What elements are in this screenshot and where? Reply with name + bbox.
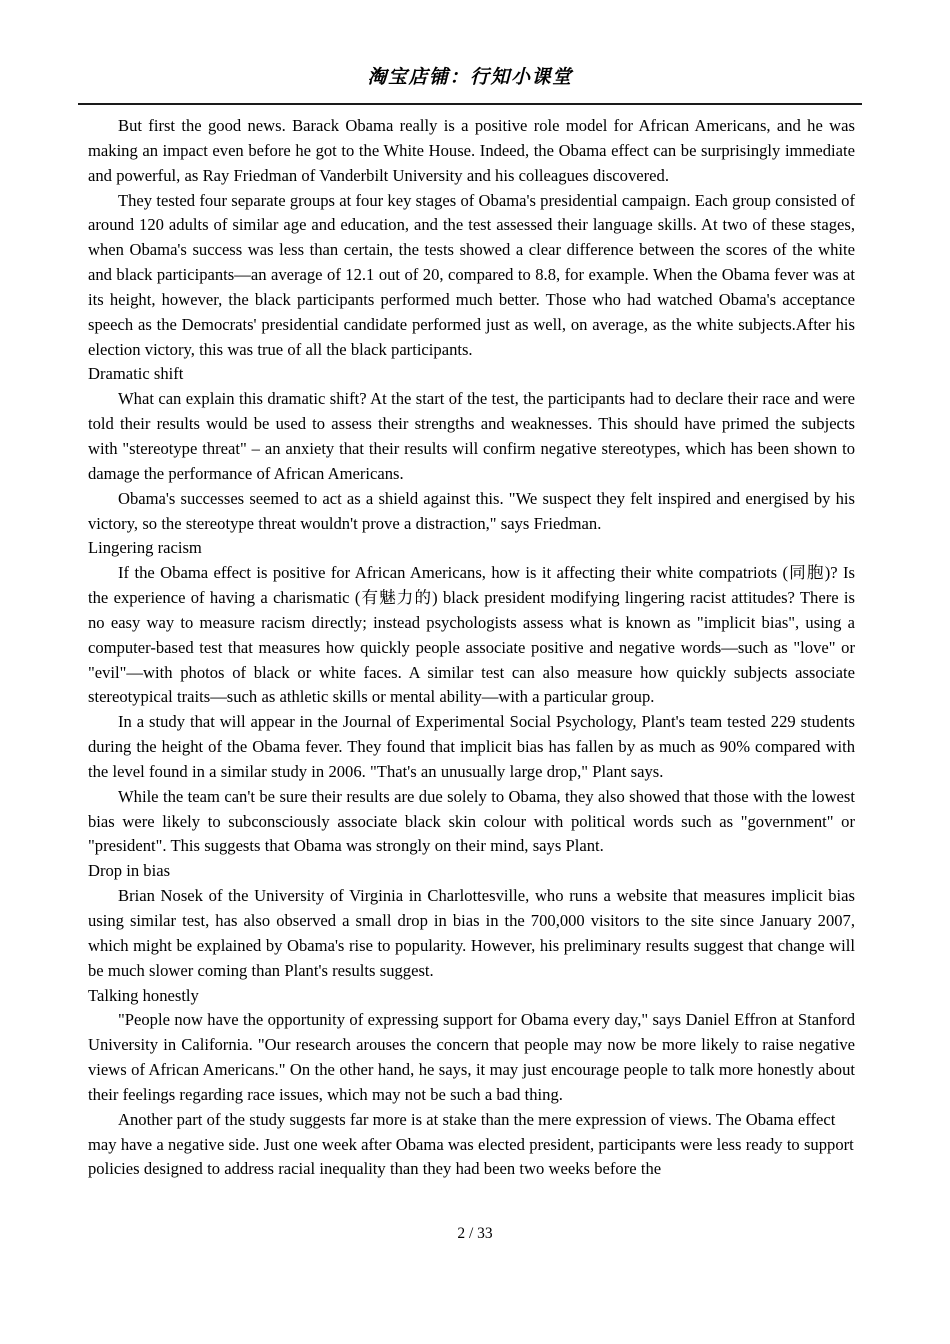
- header-divider-rule: [78, 103, 862, 105]
- body-paragraph: "People now have the opportunity of expressing support for Obama every day," says Daniel Effron at Stanford University in California. "Our research arouses the concern that people may now be more likely to raise negative views of African Americans." On the other hand, he says, it may just encourage people to talk more honestly about their feelings regarding race issues, which may not be such a bad thing.: [88, 1010, 855, 1104]
- body-paragraph: While the team can't be sure their results are due solely to Obama, they also showed that those with the lowest bias were likely to subconsciously associate black skin colour with political words such as "government" or "president". This suggests that Obama was strongly on their mind, says Plant.: [88, 786, 855, 856]
- body-paragraph: Obama's successes seemed to act as a shield against this. "We suspect they felt inspired and energised by his victory, so the stereotype threat wouldn't prove a distraction," says Friedman.: [88, 488, 855, 533]
- body-paragraph: Brian Nosek of the University of Virginia in Charlottesville, who runs a website that measures implicit bias using similar test, has also observed a small drop in bias in the 700,000 visitors to the site since January 2007, which might be explained by Obama's rise to popularity. However, his preliminary results suggest that change will be much slower coming than Plant's results suggest.: [88, 886, 855, 980]
- body-paragraph: What can explain this dramatic shift? At the start of the test, the participants had to declare their race and were told their results would be used to assess their strengths and weaknesses. This should have primed the subjects with "stereotype threat" – an anxiety that their results will confirm negative stereotypes, which has been shown to damage the performance of African Americans.: [88, 389, 855, 483]
- section-heading: Drop in bias: [88, 861, 171, 881]
- page-header: [78, 62, 862, 89]
- body-paragraph: If the Obama effect is positive for African Americans, how is it affecting their white compatriots (同胞)? Is the experience of having a charismatic (有魅力的) black president modifying lingering racist attitudes? There is no easy way to measure racism directly; instead psychologists assess what is known as "implicit bias", using a computer-based test that measures how quickly people associate positive and negative words—such as "love" or "evil"—with photos of black or white faces. A similar test can also measure how quickly subjects associate stereotypical traits—such as athletic skills or mental ability—with a particular group.: [88, 563, 855, 707]
- page-footer: [0, 1225, 950, 1243]
- section-heading: Talking honestly: [88, 985, 199, 1005]
- section-heading: Lingering racism: [88, 538, 202, 558]
- body-paragraph: In a study that will appear in the Journal of Experimental Social Psychology, Plant's team tested 229 students during the height of the Obama fever. They found that implicit bias has fallen by as much as 90% compared with the level found in a similar study in 2006. "That's an unusually large drop," Plant says.: [88, 712, 855, 781]
- page-number: 2 / 33: [457, 1225, 493, 1242]
- body-paragraph: But first the good news. Barack Obama really is a positive role model for African Americans, and he was making an impact even before he got to the White House. Indeed, the Obama effect can be surprisingly immediate and powerful, as Ray Friedman of Vanderbilt University and his colleagues discovered.: [88, 116, 855, 185]
- body-paragraph: Another part of the study suggests far more is at stake than the mere expression of views. The Obama effect may have a negative side. Just one week after Obama was elected president, participants were less ready to support policies designed to address racial inequality than they had been two weeks before the: [88, 1109, 854, 1179]
- body-paragraph: They tested four separate groups at four key stages of Obama's presidential campaign. Each group consisted of around 120 adults of similar age and education, and the test assessed their language skills. At two of these stages, when Obama's success was less than certain, the tests showed a clear difference between the scores of the white and black participants—an average of 12.1 out of 20, compared to 8.8, for example. When the Obama fever was at its height, however, the black participants performed much better. Those who had watched Obama's acceptance speech as the Democrats' presidential candidate performed just as well, on average, as the white subjects.After his election victory, this was true of all the black participants.: [88, 190, 855, 359]
- document-body: [88, 114, 855, 1182]
- header-shop-title: 淘宝店铺：行知小课堂: [367, 66, 573, 88]
- section-heading: Dramatic shift: [88, 364, 184, 384]
